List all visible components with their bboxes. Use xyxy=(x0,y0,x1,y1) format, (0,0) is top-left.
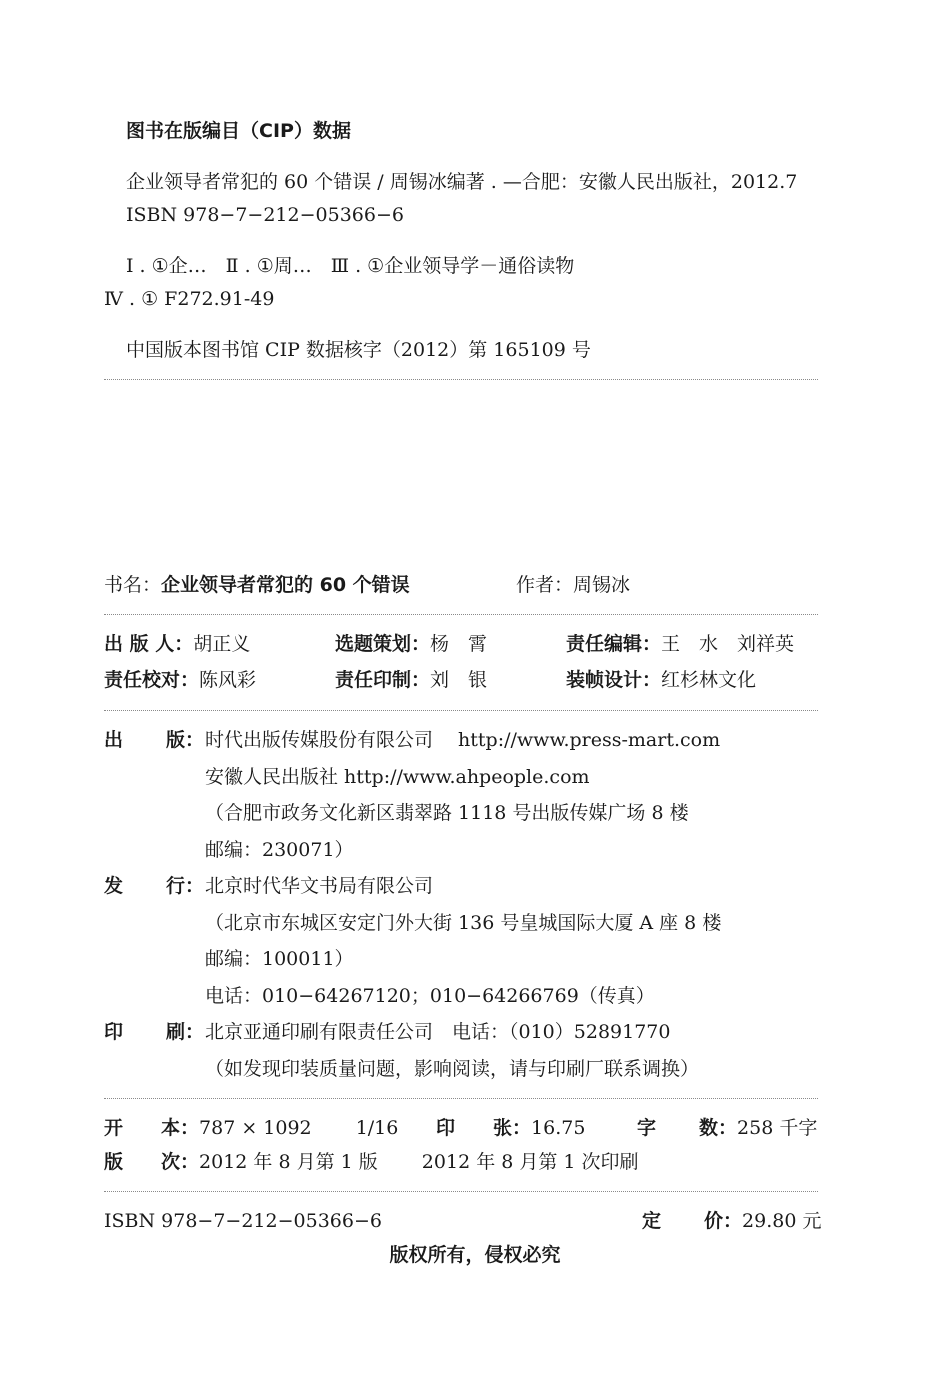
printing-label-a: 印 xyxy=(104,1021,124,1043)
spec-edition-value: 2012 年 8 月第 1 版 2012 年 8 月第 1 次印刷 xyxy=(199,1151,639,1173)
distribution-line-4: 电话：010−64267120；010−64266769（传真） xyxy=(205,985,655,1007)
book-author: 周锡冰 xyxy=(573,574,631,596)
publishing-line-4: 邮编：230071） xyxy=(205,839,354,861)
staff-proofreader-label: 责任校对： xyxy=(104,669,200,691)
staff-printing-supervisor-value: 刘 银 xyxy=(430,669,488,691)
staff-printing-supervisor xyxy=(335,668,487,692)
printing-label xyxy=(104,1020,205,1044)
spec-sheets xyxy=(436,1116,585,1140)
distribution-line-2: （北京市东城区安定门外大街 136 号皇城国际大厦 A 座 8 楼 xyxy=(205,912,722,934)
distribution-label xyxy=(104,874,205,898)
distribution-label-a: 发 xyxy=(104,875,124,897)
cip-classification-line-2: Ⅳ . ① F272.91-49 xyxy=(104,288,275,310)
divider xyxy=(104,1191,818,1192)
spec-format xyxy=(104,1116,398,1140)
divider xyxy=(104,379,818,380)
spec-words-label-a: 字 xyxy=(637,1117,657,1139)
staff-proofreader xyxy=(104,668,256,692)
spec-format-value: 787 × 1092 1/16 xyxy=(199,1117,399,1139)
staff-publisher xyxy=(104,632,250,656)
cip-heading: 图书在版编目（CIP）数据 xyxy=(126,120,351,142)
publishing-label xyxy=(104,728,205,752)
cip-data-number: 中国版本图书馆 CIP 数据核字（2012）第 165109 号 xyxy=(126,339,591,361)
staff-designer-label: 装帧设计： xyxy=(566,669,662,691)
book-author-row xyxy=(516,573,630,597)
divider xyxy=(104,614,818,615)
publishing-line-2: 安徽人民出版社 http://www.ahpeople.com xyxy=(205,766,590,788)
distribution-line-1: 北京时代华文书局有限公司 xyxy=(205,875,434,897)
publishing-line-1: 时代出版传媒股份有限公司 http://www.press-mart.com xyxy=(205,729,721,751)
footer-price-label-a: 定 xyxy=(642,1210,662,1232)
spec-words-value: 258 千字 xyxy=(737,1117,818,1139)
spec-edition xyxy=(104,1150,639,1174)
book-title-row xyxy=(104,573,410,597)
staff-printing-supervisor-label: 责任印制： xyxy=(335,669,431,691)
staff-designer xyxy=(566,668,756,692)
distribution-label-b: 行： xyxy=(166,875,205,897)
cip-description: 企业领导者常犯的 60 个错误 / 周锡冰编著 . —合肥：安徽人民出版社，2012.7 xyxy=(126,171,798,193)
spec-sheets-label-a: 印 xyxy=(436,1117,456,1139)
staff-publisher-value: 胡正义 xyxy=(193,633,251,655)
staff-editor xyxy=(566,632,794,656)
publishing-label-b: 版： xyxy=(166,729,205,751)
staff-planner-label: 选题策划： xyxy=(335,633,431,655)
spec-format-label-a: 开 xyxy=(104,1117,124,1139)
publishing-line-3: （合肥市政务文化新区翡翠路 1118 号出版传媒广场 8 楼 xyxy=(205,802,689,824)
book-title-label: 书名： xyxy=(104,574,162,596)
spec-edition-label-b: 次： xyxy=(161,1151,200,1173)
spec-edition-label-a: 版 xyxy=(104,1151,124,1173)
spec-words-label-b: 数： xyxy=(699,1117,738,1139)
footer-price xyxy=(642,1209,821,1233)
staff-proofreader-value: 陈风彩 xyxy=(199,669,257,691)
cip-classification-line-1: Ⅰ . ①企… Ⅱ . ①周… Ⅲ . ①企业领导学－通俗读物 xyxy=(126,255,575,277)
staff-editor-label: 责任编辑： xyxy=(566,633,662,655)
divider xyxy=(104,1098,818,1099)
staff-editor-value: 王 水 刘祥英 xyxy=(661,633,795,655)
spec-sheets-value: 16.75 xyxy=(531,1117,586,1139)
book-author-label: 作者： xyxy=(516,574,574,596)
distribution-line-3: 邮编：100011） xyxy=(205,948,354,970)
copyright-notice: 版权所有，侵权必究 xyxy=(389,1244,561,1266)
book-title: 企业领导者常犯的 60 个错误 xyxy=(161,574,410,596)
divider xyxy=(104,710,818,711)
printing-label-b: 刷： xyxy=(166,1021,205,1043)
cip-isbn: ISBN 978−7−212−05366−6 xyxy=(126,204,404,226)
printing-line-1: 北京亚通印刷有限责任公司 电话：（010）52891770 xyxy=(205,1021,671,1043)
spec-format-label-b: 本： xyxy=(161,1117,200,1139)
spec-sheets-label-b: 张： xyxy=(493,1117,532,1139)
spec-words xyxy=(637,1116,817,1140)
footer-price-value: 29.80 元 xyxy=(742,1210,822,1232)
staff-planner-value: 杨 霄 xyxy=(430,633,488,655)
staff-designer-value: 红杉林文化 xyxy=(661,669,757,691)
footer-price-label-b: 价： xyxy=(704,1210,743,1232)
footer-isbn: ISBN 978−7−212−05366−6 xyxy=(104,1210,382,1232)
publishing-label-a: 出 xyxy=(104,729,124,751)
staff-publisher-label: 出 版 人： xyxy=(104,633,194,655)
printing-line-2: （如发现印装质量问题，影响阅读，请与印刷厂联系调换） xyxy=(205,1058,700,1080)
staff-planner xyxy=(335,632,487,656)
